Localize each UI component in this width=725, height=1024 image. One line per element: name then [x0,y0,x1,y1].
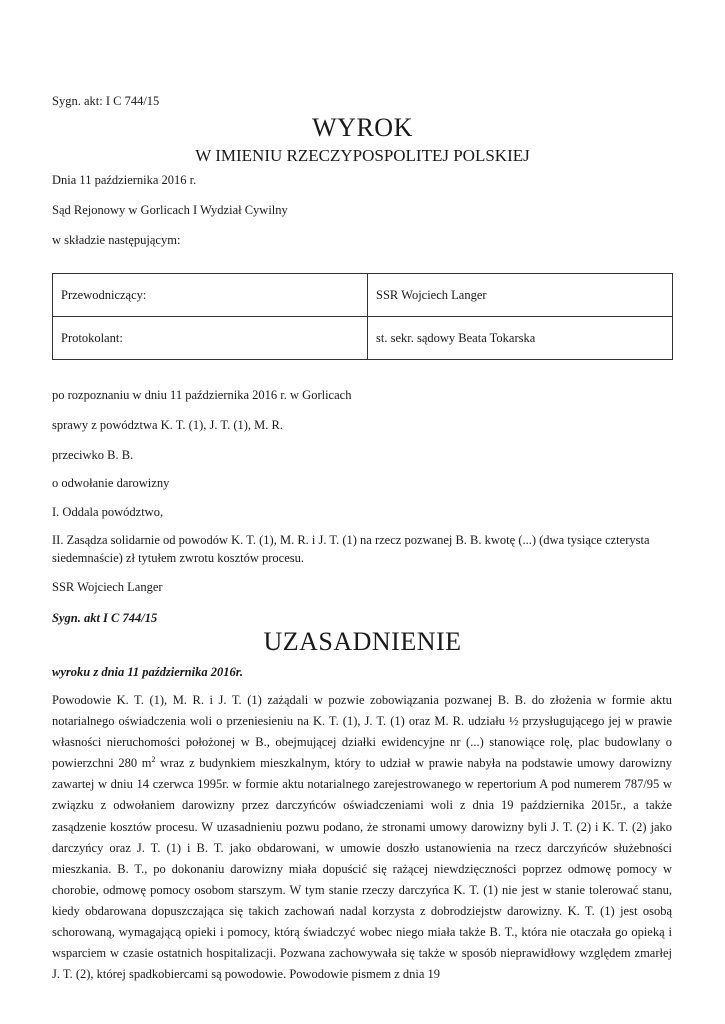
judge-signature: SSR Wojciech Langer [52,580,163,594]
table-row [53,274,673,317]
ruling-point-1: I. Oddala powództwo, [52,505,164,519]
justification-title: UZASADNIENIE [263,627,462,656]
table-row [53,317,673,360]
case-signature: Sygn. akt: I C 744/15 [52,94,160,108]
judgment-title: WYROK [312,113,413,142]
panel-person-presiding: SSR Wojciech Langer [368,274,673,317]
superscript-2: 2 [151,755,156,765]
panel-person-clerk: st. sekr. sądowy Beata Tokarska [368,317,673,360]
defendant-line: przeciwko B. B. [52,448,134,462]
panel-role-clerk: Protokolant: [53,317,368,360]
case-parties-line: sprawy z powództwa K. T. (1), J. T. (1), M. R. [52,418,283,432]
court-panel-table [52,273,673,360]
judgment-subtitle: W IMIENIU RZECZYPOSPOLITEJ POLSKIEJ [195,146,530,165]
hearing-line: po rozpoznaniu w dniu 11 października 2016 r. w Gorlicach [52,388,352,402]
justification-subtitle: wyroku z dnia 11 października 2016r. [52,665,244,679]
justification-paragraph [52,690,672,985]
subject-line: o odwołanie darowizny [52,476,170,490]
judgment-date: Dnia 11 października 2016 r. [52,173,197,187]
panel-role-presiding: Przewodniczący: [53,274,368,317]
ruling-point-2-cont: siedemnaście) zł tytułem zwrotu kosztów procesu. [52,551,305,565]
justification-signature: Sygn. akt I C 744/15 [52,611,158,625]
composition-label: w składzie następującym: [52,233,181,247]
paragraph-text-part1: Powodowie K. T. (1), M. R. i J. T. (1) zażądali w pozwie zobowiązania pozwanej B. B. do złożenia w formie aktu notarialnego oświadczenia woli o przeniesieniu na K. T. (1), J. T. (1) oraz M. R. udziału ½ przysługującego jej w prawie własności nieruchomości położonej w B., obejmującej działki ewidencyjne nr (...) stanowiące rolę, plac budowlany o powierzchni 280 m [52,693,672,771]
ruling-point-2: II. Zasądza solidarnie od powodów K. T. (1), M. R. i J. T. (1) na rzecz pozwanej B. B. kwotę (...) (dwa tysiące czterysta [52,533,650,547]
court-name: Sąd Rejonowy w Gorlicach I Wydział Cywilny [52,203,288,217]
paragraph-text-part2: wraz z budynkiem mieszkalnym, który to udział w prawie nabyła na podstawie umowy darowizny zawartej w dniu 14 czerwca 1995r. w formie aktu notarialnego zarejestrowanego w repertorium A pod numerem 787/95 w związku z odwołaniem darowizny przez darczyńców oświadczeniami woli z dnia 19 października 2015r., a także zasądzenie kosztów procesu. W uzasadnieniu pozwu podano, że stronami umowy darowizny byli J. T. (2) i K. T. (2) jako darczyńcy oraz J. T. (1) i B. T. jako obdarowani, w umowie doszło ustanowienia na rzecz darczyńców służebności mieszkania. B. T., po dokonaniu darowizny miała dopuścić się rażącej niewdzięczności poprzez odmowę pomocy w chorobie, odmowę pomocy osobom starszym. W tym stanie rzeczy darczyńca K. T. (1) nie jest w stanie tolerować stanu, kiedy obdarowana dopuszczająca się takich zachowań nadal korzysta z dobrodziejstw darowizny. K. T. (1) jest osobą schorowaną, wymagającą opieki i pomocy, którą świadczyć wobec niego miała także B. T., która nie otaczała go opieką i wsparciem w czasie ostatnich hospitalizacji. Pozwana zachowywała się także w sposób nieprawidłowy względem zmarłej J. T. (2), której spadkobiercami są powodowie. Powodowie pismem z dnia 19 [52,756,672,982]
